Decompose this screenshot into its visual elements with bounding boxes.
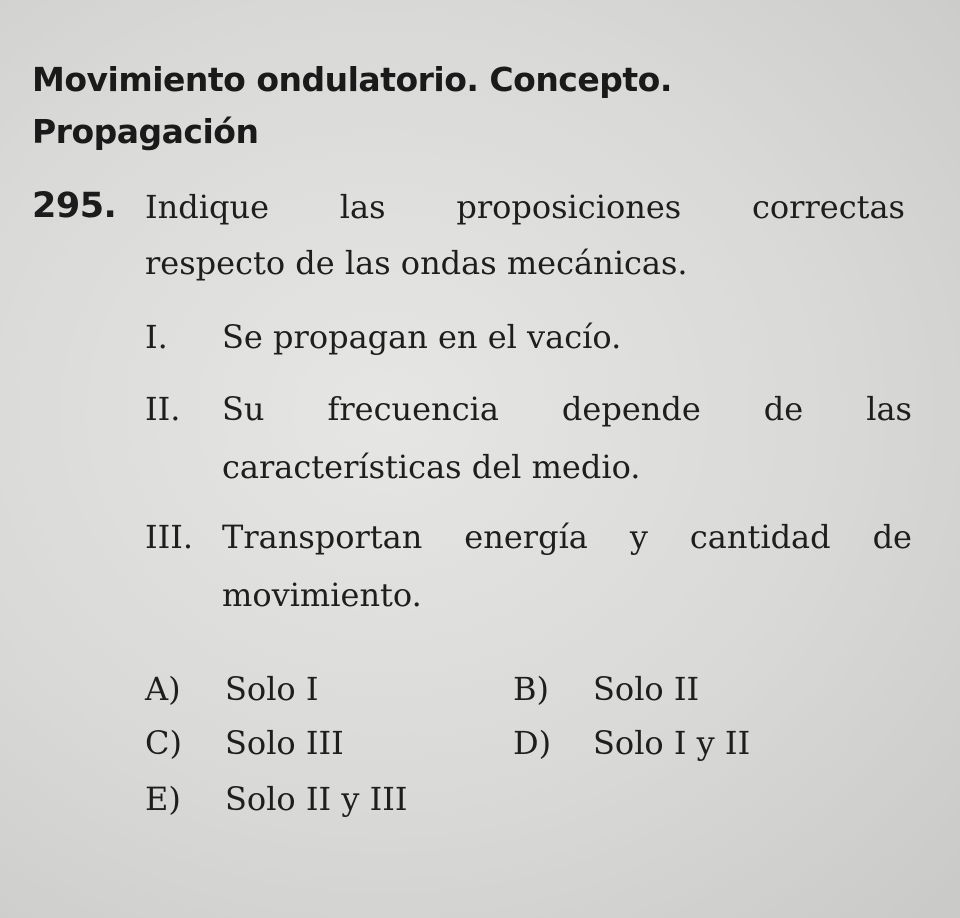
- proposition-word: Transportan: [222, 518, 423, 556]
- proposition-word: cantidad: [689, 518, 831, 556]
- question-number: 295.: [32, 186, 117, 226]
- option-text: Solo II y III: [225, 780, 408, 818]
- option-letter: A): [145, 670, 181, 708]
- option-a: [145, 670, 319, 708]
- option-text: Solo I: [225, 670, 319, 708]
- proposition-text-3-line1: [222, 518, 912, 556]
- option-letter: E): [145, 780, 181, 818]
- option-text: Solo III: [225, 724, 344, 762]
- option-text: Solo II: [593, 670, 700, 708]
- proposition-numeral-2: II.: [145, 390, 181, 428]
- stem-word: proposiciones: [456, 188, 682, 226]
- section-title: Movimiento ondulatorio. Concepto.: [32, 60, 672, 99]
- proposition-word: de: [763, 390, 804, 428]
- proposition-text-1: Se propagan en el vacío.: [222, 318, 622, 356]
- option-b: [513, 670, 699, 708]
- proposition-numeral-3: III.: [145, 518, 194, 556]
- question-stem-line2: respecto de las ondas mecánicas.: [145, 244, 688, 282]
- section-subtitle: Propagación: [32, 112, 259, 151]
- question-stem-line1: [145, 188, 905, 226]
- proposition-word: depende: [561, 390, 701, 428]
- proposition-text-3-line2: movimiento.: [222, 576, 422, 614]
- option-text: Solo I y II: [593, 724, 751, 762]
- option-d: [513, 724, 750, 762]
- proposition-word: energía: [464, 518, 588, 556]
- proposition-text-2-line2: características del medio.: [222, 448, 641, 486]
- option-e: [145, 780, 407, 818]
- proposition-numeral-1: I.: [145, 318, 168, 356]
- stem-word: correctas: [751, 188, 905, 226]
- proposition-word: frecuencia: [327, 390, 499, 428]
- proposition-word: las: [866, 390, 912, 428]
- option-letter: C): [145, 724, 182, 762]
- proposition-text-2-line1: [222, 390, 912, 428]
- stem-word: las: [339, 188, 386, 226]
- proposition-word: y: [629, 518, 648, 556]
- option-letter: B): [513, 670, 549, 708]
- option-c: [145, 724, 344, 762]
- proposition-word: de: [872, 518, 912, 556]
- stem-word: Indique: [145, 188, 269, 226]
- option-letter: D): [513, 724, 552, 762]
- proposition-word: Su: [222, 390, 265, 428]
